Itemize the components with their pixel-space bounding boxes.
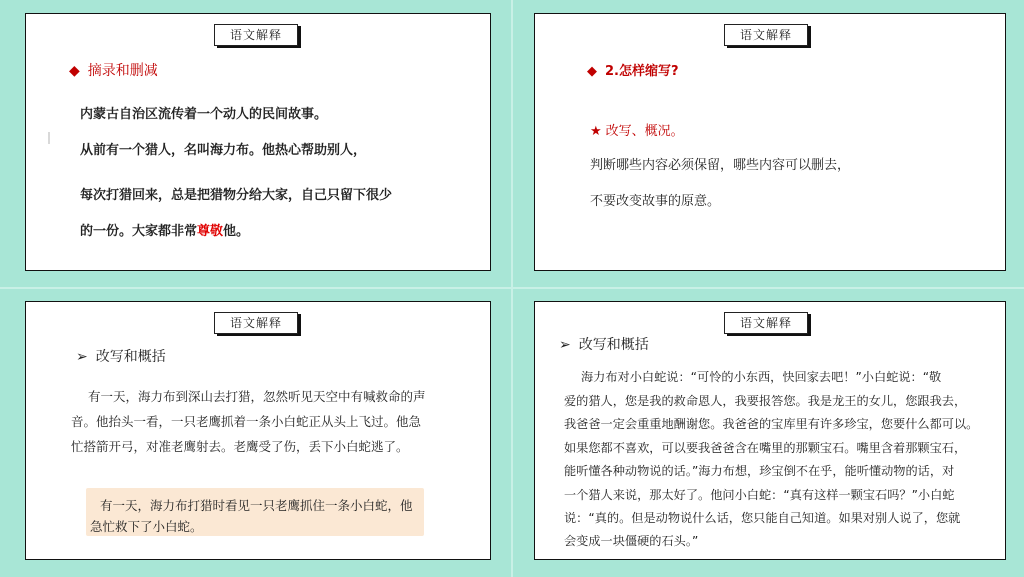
slide-panel-1[interactable] bbox=[25, 13, 491, 271]
diamond-icon: ◆ bbox=[69, 63, 80, 79]
diamond-icon: ◆ bbox=[587, 64, 597, 79]
arrow-bullet-icon: ➢ bbox=[559, 337, 571, 353]
text-line-4: 如果您都不喜欢，可以要我爸爸含在嘴里的那颗宝石。嘴里含着那颗宝石， bbox=[564, 441, 967, 455]
summary-line-2: 急忙救下了小白蛇。 bbox=[90, 519, 203, 534]
subheading-text: 改写、概况。 bbox=[605, 124, 684, 139]
slide-panel-3[interactable] bbox=[25, 301, 491, 560]
slide-heading bbox=[587, 60, 679, 79]
text-line-2: 爱的猎人，您是我的救命恩人，我要报答您。我是龙王的女儿，您跟我去， bbox=[564, 394, 967, 408]
slide-tag: 语文解释 bbox=[724, 312, 808, 334]
text-line-7: 说：“真的。但是动物说什么话，您只能自己知道。如果对别人说了，您就 bbox=[564, 511, 961, 525]
text-line-2: 从前有一个猎人，名叫海力布。他热心帮助别人， bbox=[80, 143, 367, 158]
slide-tag: 语文解释 bbox=[724, 24, 808, 46]
text-line-2: 音。他抬头一看，一只老鹰抓着一条小白蛇正从头上飞过。他急 bbox=[71, 414, 422, 429]
heading-text: 摘录和删减 bbox=[87, 63, 158, 79]
arrow-bullet-icon: ➢ bbox=[76, 349, 88, 365]
text-line-3: 忙搭箭开弓，对准老鹰射去。老鹰受了伤，丢下小白蛇逃了。 bbox=[71, 439, 409, 454]
slide-heading bbox=[69, 60, 158, 80]
heading-text: 改写和概括 bbox=[578, 337, 649, 353]
slide-panel-4[interactable] bbox=[534, 301, 1006, 560]
text-line-3: 我爸爸一定会重重地酬谢您。我爸爸的宝库里有许多珍宝，您要什么都可以。 bbox=[564, 417, 979, 431]
slide-panel-2[interactable] bbox=[534, 13, 1006, 271]
text-before-highlight: 的一份。大家都非常 bbox=[80, 224, 198, 239]
star-icon: ★ bbox=[590, 124, 602, 139]
text-line-4 bbox=[80, 220, 249, 239]
text-line-6: 一个猎人来说，那太好了。他问小白蛇：“真有这样一颗宝石吗？”小白蛇 bbox=[564, 488, 955, 502]
summary-line-1: 有一天，海力布打猎时看见一只老鹰抓住一条小白蛇，他 bbox=[100, 498, 413, 513]
text-line-3: 每次打猎回来，总是把猎物分给大家，自己只留下很少 bbox=[80, 188, 393, 203]
slide-heading bbox=[76, 346, 166, 366]
decorative-mark bbox=[48, 132, 50, 144]
text-after-highlight: 他。 bbox=[223, 224, 250, 239]
slide-tag: 语文解释 bbox=[214, 312, 298, 334]
text-line-1: 有一天，海力布到深山去打猎，忽然听见天空中有喊救命的声 bbox=[88, 389, 426, 404]
heading-text: 改写和概括 bbox=[95, 349, 166, 365]
slide-subheading bbox=[590, 120, 684, 139]
slide-heading bbox=[559, 334, 649, 354]
summary-box bbox=[86, 488, 424, 536]
highlight-word: 尊敬 bbox=[197, 224, 224, 239]
slide-tag: 语文解释 bbox=[214, 24, 298, 46]
text-line-2: 不要改变故事的原意。 bbox=[590, 194, 721, 209]
horizontal-divider bbox=[0, 287, 1024, 289]
text-line-1: 判断哪些内容必须保留，哪些内容可以删去， bbox=[590, 158, 851, 173]
text-line-1: 内蒙古自治区流传着一个动人的民间故事。 bbox=[80, 107, 328, 122]
text-line-1: 海力布对小白蛇说：“可怜的小东西，快回家去吧！”小白蛇说：“敬 bbox=[581, 370, 942, 384]
text-line-5: 能听懂各种动物说的话。”海力布想，珍宝倒不在乎，能听懂动物的话，对 bbox=[564, 464, 955, 478]
text-line-8: 会变成一块僵硬的石头。” bbox=[564, 534, 699, 548]
heading-text: 2.怎样缩写? bbox=[605, 64, 679, 79]
